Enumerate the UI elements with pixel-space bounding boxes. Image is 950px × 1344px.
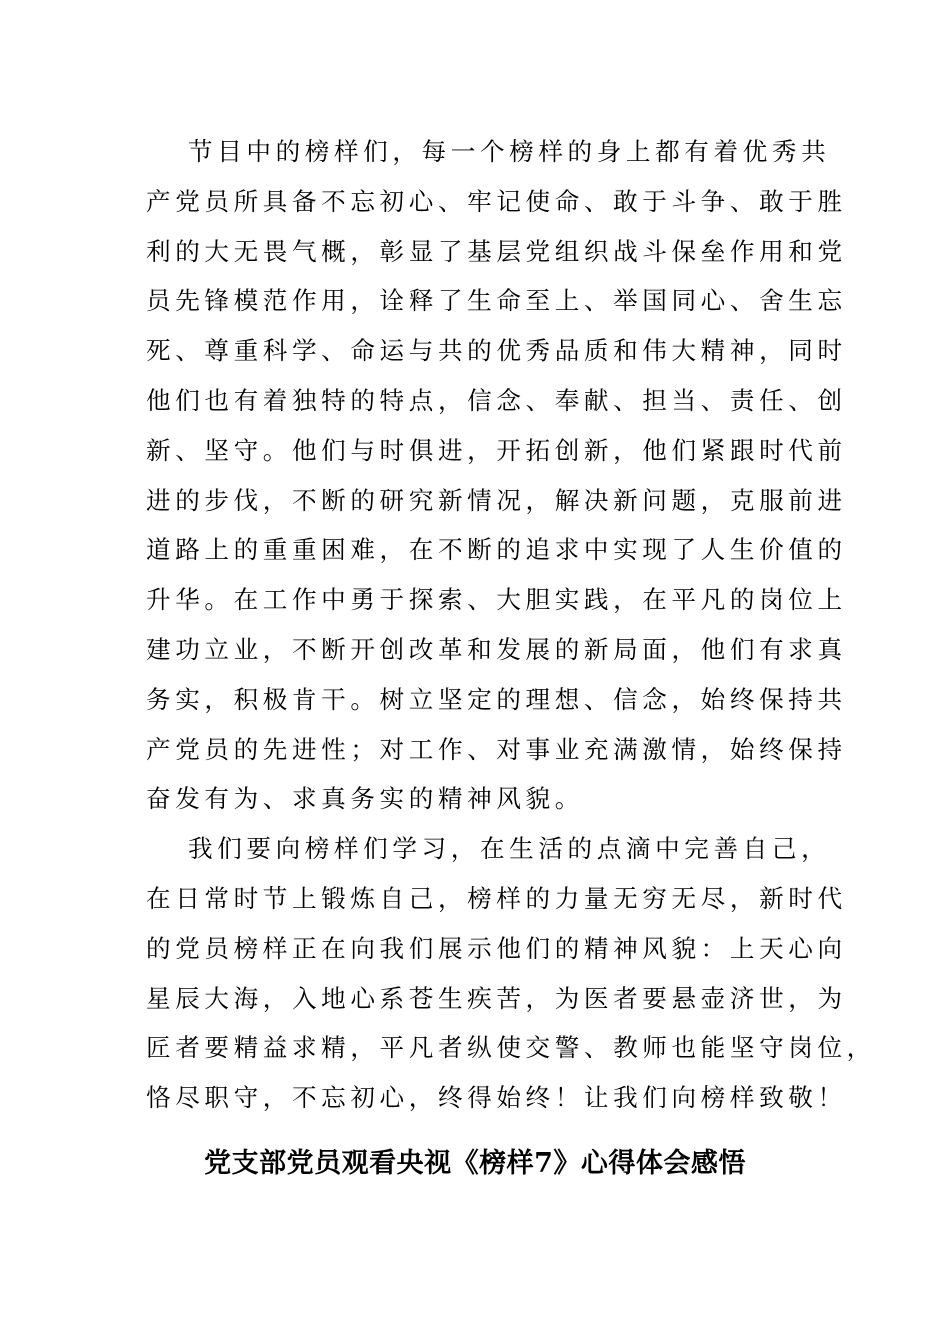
paragraph-1-line-7: 新、坚守。他们与时俱进，开拓创新，他们紧跟时代前 [146, 435, 847, 465]
paragraph-1-line-12: 务实，积极肯干。树立坚定的理想、信念，始终保持共 [146, 684, 847, 714]
paragraph-2-line-1: 我们要向榜样们学习，在生活的点滴中完善自己， [188, 834, 831, 864]
paragraph-1-line-11: 建功立业，不断开创改革和发展的新局面，他们有求真 [146, 634, 847, 664]
paragraph-1-line-13: 产党员的先进性；对工作、对事业充满激情，始终保持 [146, 734, 847, 764]
paragraph-2-line-6: 恪尽职守，不忘初心，终得始终！让我们向榜样致敬！ [146, 1083, 847, 1113]
paragraph-2-line-3: 的党员榜样正在向我们展示他们的精神风貌：上天心向 [146, 933, 847, 963]
paragraph-2-line-2: 在日常时节上锻炼自己，榜样的力量无穷无尽，新时代 [146, 883, 847, 913]
paragraph-1-line-10: 升华。在工作中勇于探索、大胆实践，在平凡的岗位上 [146, 585, 847, 615]
paragraph-1-line-9: 道路上的重重困难，在不断的追求中实现了人生价值的 [146, 535, 847, 565]
paragraph-1-line-14: 奋发有为、求真务实的精神风貌。 [146, 784, 584, 814]
paragraph-1-line-5: 死、尊重科学、命运与共的优秀品质和伟大精神，同时 [146, 336, 847, 366]
paragraph-2-line-5: 匠者要精益求精，平凡者纵使交警、教师也能坚守岗位， [146, 1033, 876, 1063]
paragraph-1-line-2: 产党员所具备不忘初心、牢记使命、敢于斗争、敢于胜 [146, 186, 847, 216]
paragraph-1-line-1: 节目中的榜样们，每一个榜样的身上都有着优秀共 [188, 137, 831, 166]
paragraph-1-line-4: 员先锋模范作用，诠释了生命至上、举国同心、舍生忘 [146, 286, 847, 316]
paragraph-2-line-4: 星辰大海，入地心系苍生疾苦，为医者要悬壶济世，为 [146, 983, 847, 1013]
paragraph-1-line-3: 利的大无畏气概，彰显了基层党组织战斗保垒作用和党 [146, 236, 847, 266]
section-heading: 党支部党员观看央视《榜样7》心得体会感悟 [204, 1148, 746, 1179]
paragraph-1-line-8: 进的步伐，不断的研究新情况，解决新问题，克服前进 [146, 485, 847, 515]
paragraph-1-line-6: 他们也有着独特的特点，信念、奉献、担当、责任、创 [146, 385, 847, 415]
document-body [146, 127, 876, 1123]
